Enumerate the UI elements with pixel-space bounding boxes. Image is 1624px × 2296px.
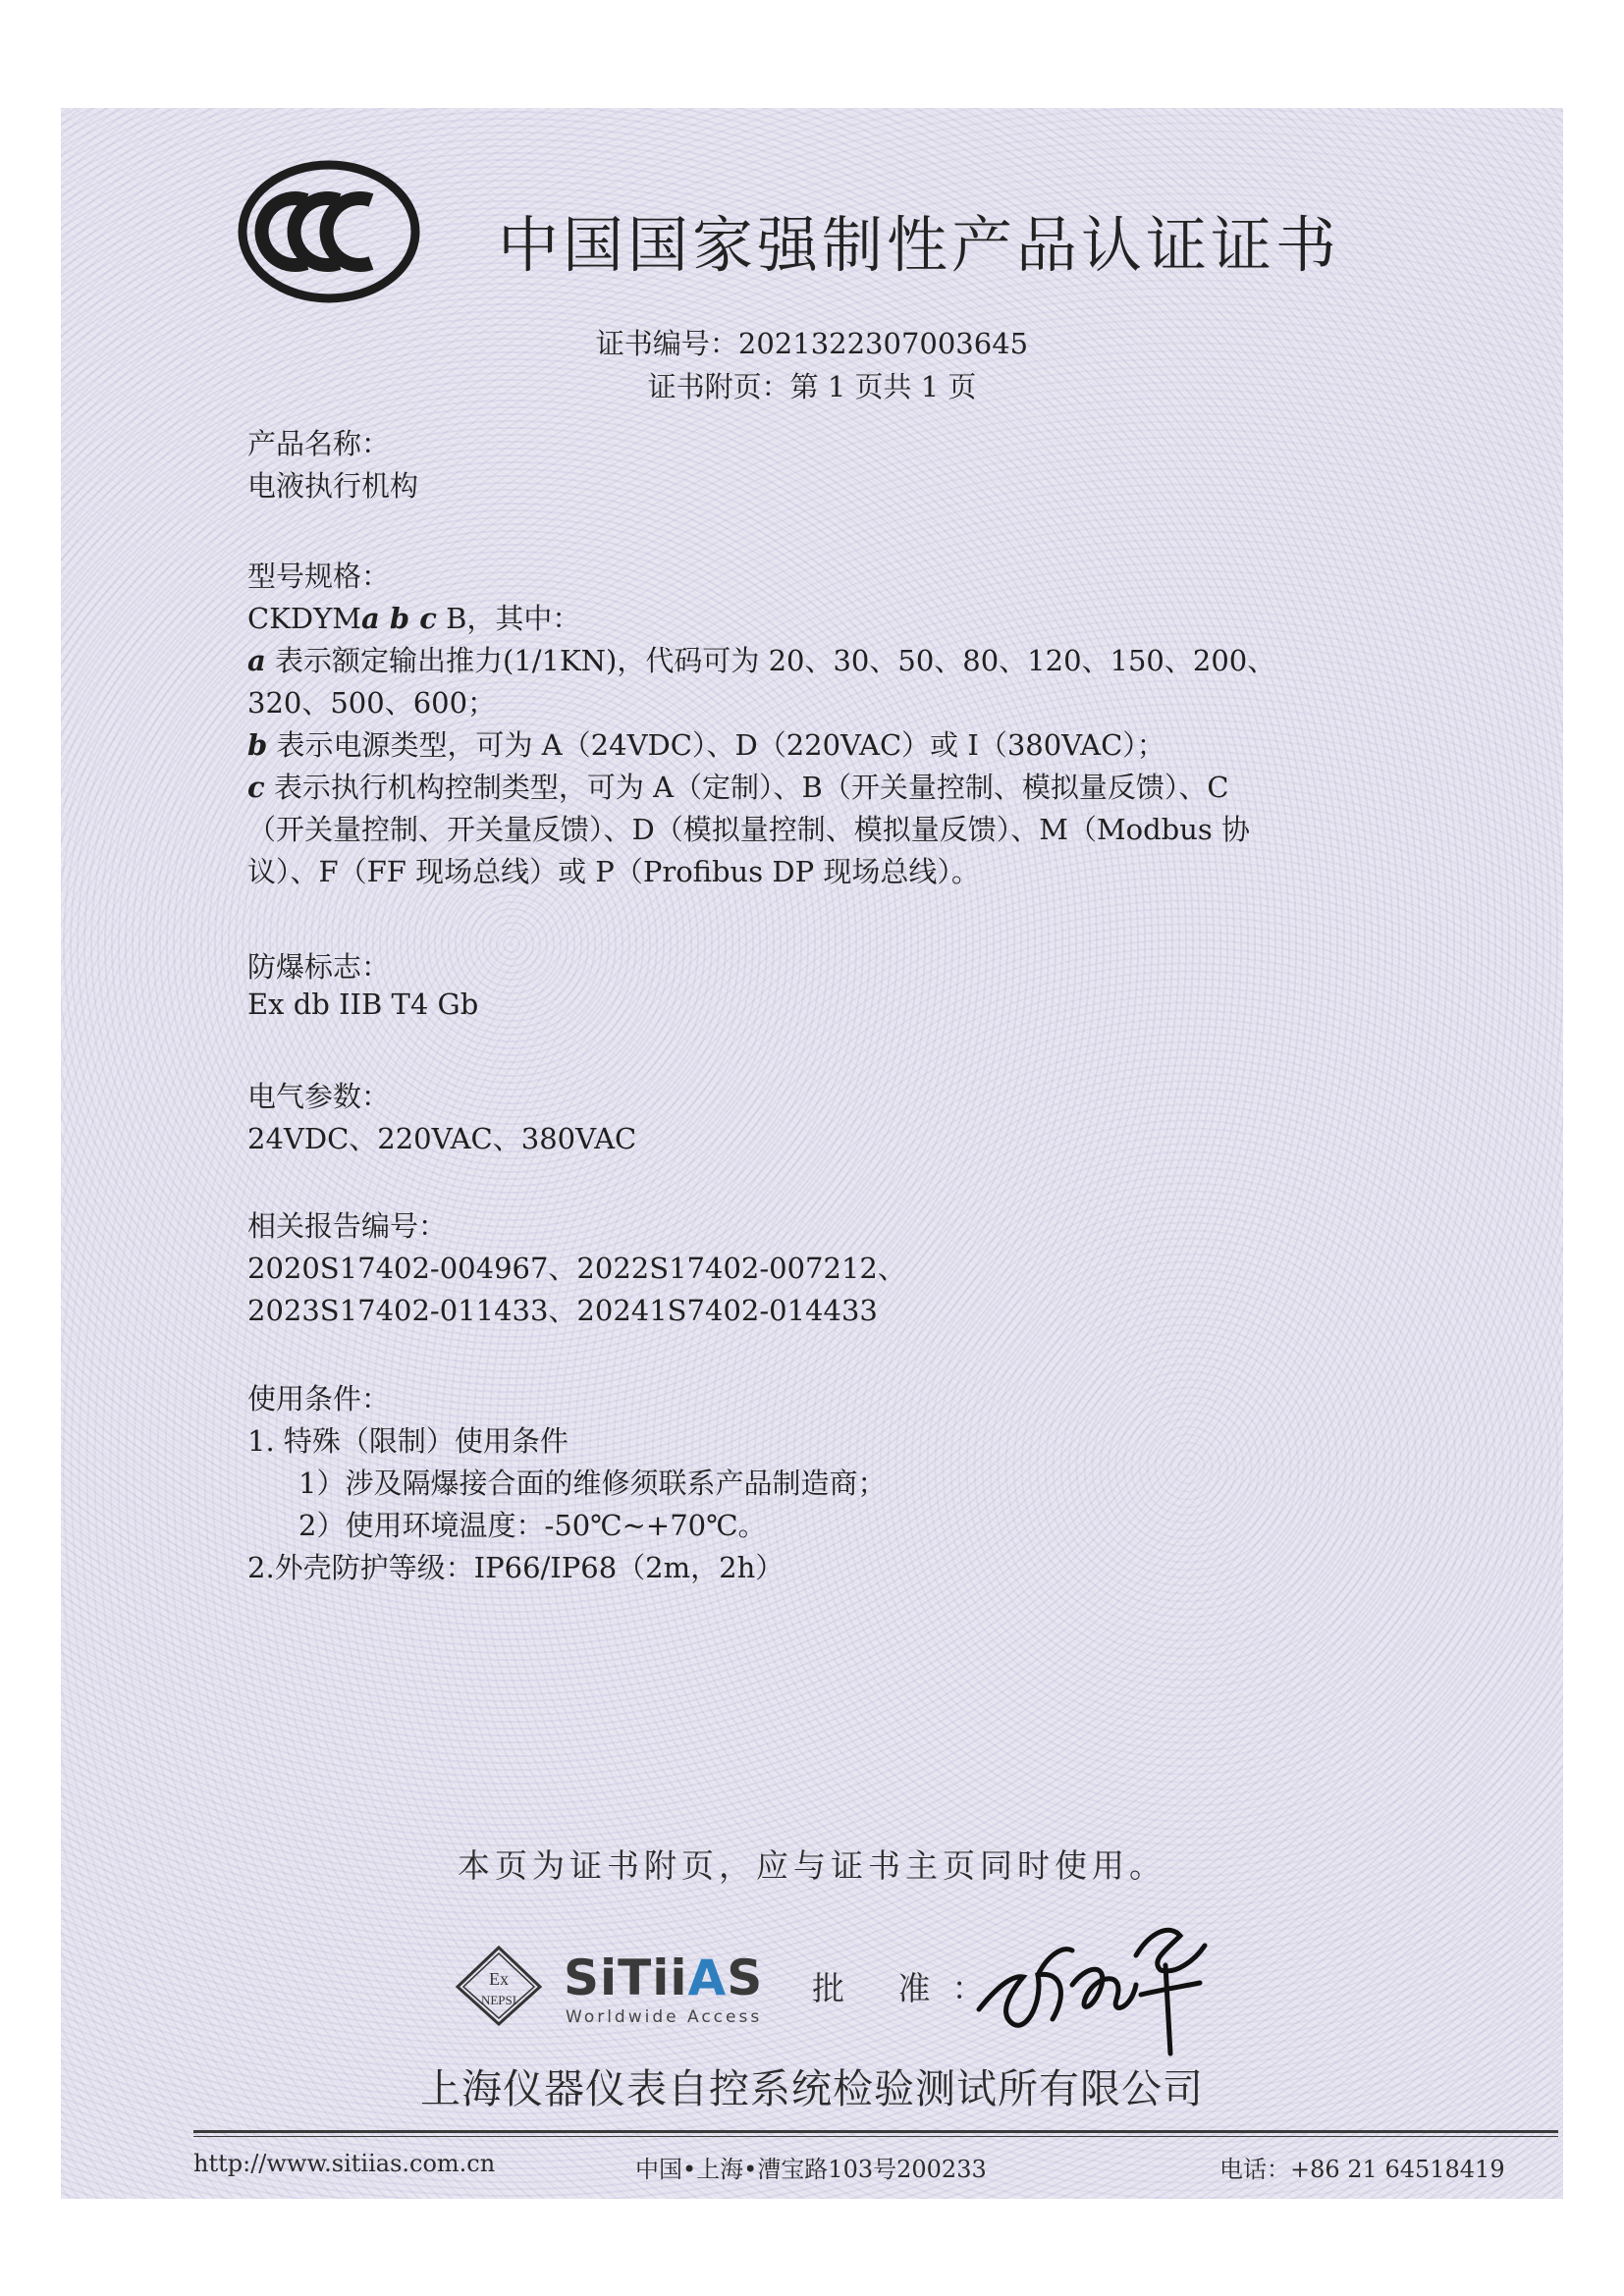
conditions-item1: 1. 特殊（限制）使用条件 bbox=[247, 1424, 568, 1458]
address-text: 中国•上海•漕宝路103号200233 bbox=[635, 2156, 987, 2183]
explosion-mark-label: 防爆标志： bbox=[247, 950, 391, 984]
model-prefix: CKDYM bbox=[247, 602, 361, 635]
model-suffix: B，其中： bbox=[436, 602, 581, 635]
conditions-label: 使用条件： bbox=[247, 1382, 391, 1415]
model-c-var: c bbox=[247, 771, 265, 804]
electrical-label: 电气参数： bbox=[247, 1080, 391, 1113]
model-c-cont1: （开关量控制、开关量反馈）、D（模拟量控制、模拟量反馈）、M（Modbus 协 bbox=[247, 813, 1251, 846]
institute-name: 上海仪器仪表自控系统检验测试所有限公司 bbox=[420, 2065, 1204, 2112]
electrical-value: 24VDC、220VAC、380VAC bbox=[247, 1122, 637, 1155]
approval-label: 批 准： bbox=[812, 1969, 1006, 2007]
certificate-number: 证书编号：2021322307003645 bbox=[595, 327, 1029, 360]
model-c-cont2: 议）、F（FF 现场总线）或 P（Profibus DP 现场总线）。 bbox=[247, 855, 980, 888]
conditions-item1-b: 2）使用环境温度：-50℃~+70℃。 bbox=[298, 1509, 767, 1542]
certificate-title: 中国国家强制性产品认证证书 bbox=[498, 209, 1341, 281]
appendix-page-info: 证书附页：第 1 页共 1 页 bbox=[647, 370, 977, 403]
model-a-cont: 320、500、600； bbox=[247, 686, 497, 720]
model-b-text: 表示电源类型，可为 A（24VDC）、D（220VAC）或 I（380VAC）； bbox=[267, 728, 1165, 762]
model-c-text: 表示执行机构控制类型，可为 A（定制）、B（开关量控制、模拟量反馈）、C bbox=[264, 771, 1229, 804]
model-code-line bbox=[247, 597, 580, 637]
sitiias-logo: SiTiiAS bbox=[564, 1949, 764, 2006]
nepsi-logo-icon bbox=[454, 1944, 544, 2028]
footer-rule-thin bbox=[193, 2136, 1558, 2137]
reports-line1: 2020S17402-004967、2022S17402-007212、 bbox=[247, 1252, 906, 1285]
explosion-mark-value: Ex db IIB T4 Gb bbox=[247, 988, 479, 1021]
model-label: 型号规格： bbox=[247, 560, 391, 593]
nepsi-logo-bottom: NEPSI bbox=[480, 1993, 517, 2007]
model-b-line bbox=[247, 723, 1165, 764]
model-a-text: 表示额定输出推力(1/1KN)，代码可为 20、30、50、80、120、150、200、 bbox=[265, 644, 1276, 677]
certificate-sheet bbox=[61, 108, 1563, 2199]
footer-rule bbox=[193, 2130, 1558, 2133]
ccc-logo-icon bbox=[238, 159, 420, 304]
appendix-note: 本页为证书附页，应与证书主页同时使用。 bbox=[458, 1846, 1166, 1885]
model-vars: a b c bbox=[360, 602, 437, 635]
website-link[interactable]: http://www.sitiias.com.cn bbox=[193, 2150, 496, 2177]
product-name-value: 电液执行机构 bbox=[247, 469, 419, 503]
model-a-var: a bbox=[247, 644, 266, 677]
reports-line2: 2023S17402-011433、20241S7402-014433 bbox=[247, 1294, 878, 1327]
sitiias-tagline: Worldwide Access bbox=[566, 2007, 763, 2027]
reports-label: 相关报告编号： bbox=[247, 1209, 448, 1243]
conditions-item2: 2.外壳防护等级：IP66/IP68（2m，2h） bbox=[247, 1551, 785, 1584]
phone-text: 电话：+86 21 64518419 bbox=[1219, 2156, 1505, 2183]
product-name-label: 产品名称： bbox=[247, 427, 391, 460]
conditions-item1-a: 1）涉及隔爆接合面的维修须联系产品制造商； bbox=[298, 1467, 887, 1500]
model-c-line bbox=[247, 766, 1229, 806]
model-b-var: b bbox=[247, 728, 268, 762]
nepsi-logo-top: Ex bbox=[489, 1969, 509, 1989]
model-a-line bbox=[247, 639, 1275, 679]
signature-icon bbox=[969, 1916, 1215, 2063]
